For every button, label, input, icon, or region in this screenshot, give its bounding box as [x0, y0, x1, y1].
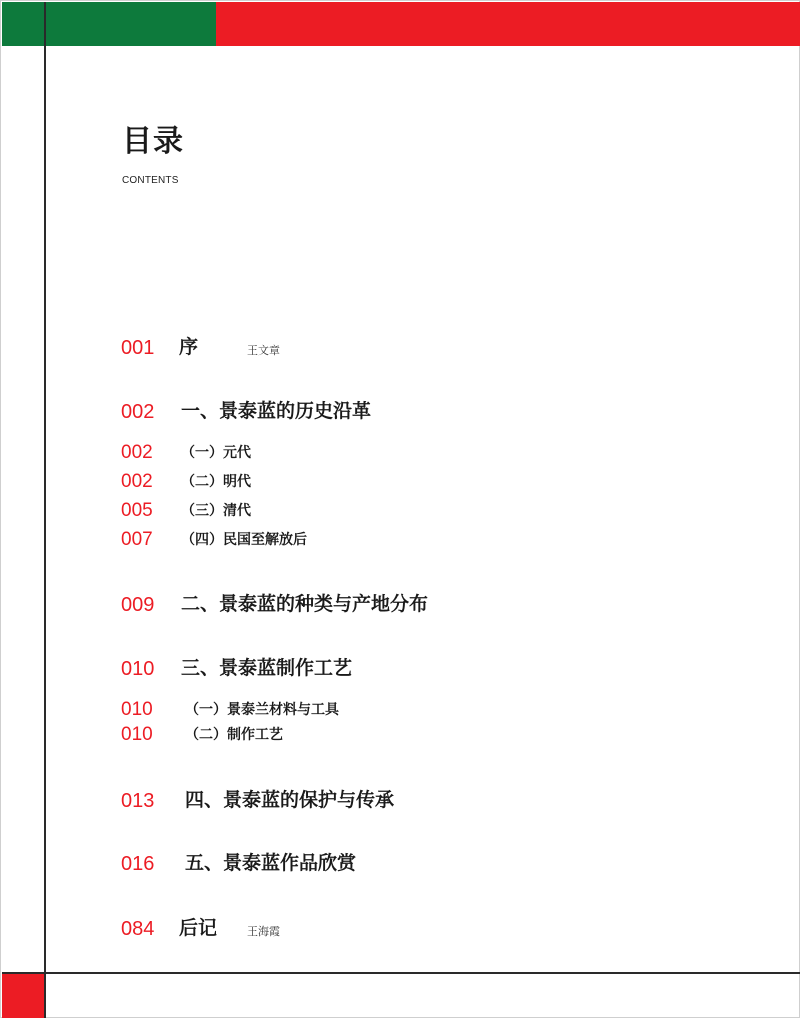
toc-page-number: 002: [121, 471, 153, 492]
toc-section-1-2[interactable]: [1, 471, 701, 499]
toc-page-number: 002: [121, 401, 155, 423]
toc-title: （三）清代: [181, 503, 251, 519]
toc-section-3-1[interactable]: [1, 699, 701, 727]
toc-chapter-5[interactable]: [1, 853, 701, 881]
page-subtitle: CONTENTS: [122, 175, 179, 186]
toc-section-1-3[interactable]: [1, 500, 701, 528]
toc-author: 王文章: [247, 344, 280, 357]
toc-title: 后记: [179, 917, 218, 939]
toc-section-3-2[interactable]: [1, 724, 701, 752]
toc-title: 三、景泰蓝制作工艺: [181, 657, 353, 679]
toc-page-number: 010: [121, 699, 153, 720]
toc-page-number: 016: [121, 853, 155, 875]
header-band-green: [2, 2, 216, 46]
toc-page-number: 007: [121, 529, 153, 550]
toc-entry-afterword[interactable]: [1, 918, 701, 946]
toc-title: 序: [179, 336, 199, 358]
toc-title: 一、景泰蓝的历史沿革: [181, 400, 372, 422]
footer-rule-horizontal: [2, 972, 800, 974]
toc-chapter-3[interactable]: [1, 658, 701, 686]
toc-chapter-2[interactable]: [1, 594, 701, 622]
toc-page-number: 002: [121, 442, 153, 463]
page-title: 目录: [122, 124, 184, 159]
toc-title: 五、景泰蓝作品欣赏: [185, 852, 357, 874]
toc-chapter-4[interactable]: [1, 790, 701, 818]
toc-page-number: 010: [121, 724, 153, 745]
toc-page-number: 001: [121, 337, 155, 359]
footer-corner-block: [2, 974, 44, 1018]
toc-page-number: 084: [121, 918, 155, 940]
header-band-red: [216, 2, 800, 46]
toc-title: （一）元代: [181, 445, 251, 461]
toc-section-1-4[interactable]: [1, 529, 701, 557]
toc-page-number: 005: [121, 500, 153, 521]
toc-page-number: 010: [121, 658, 155, 680]
toc-author: 王海霞: [247, 925, 280, 938]
toc-title: （一）景泰兰材料与工具: [185, 702, 339, 718]
toc-section-1-1[interactable]: [1, 442, 701, 470]
toc-title: （二）明代: [181, 474, 251, 490]
toc-title: 四、景泰蓝的保护与传承: [185, 789, 395, 811]
toc-entry-preface[interactable]: [1, 337, 701, 365]
toc-title: （四）民国至解放后: [181, 532, 307, 548]
toc-title: （二）制作工艺: [185, 727, 283, 743]
toc-title: 二、景泰蓝的种类与产地分布: [181, 593, 429, 615]
toc-page-number: 013: [121, 790, 155, 812]
toc-chapter-1[interactable]: [1, 401, 701, 429]
toc-page-number: 009: [121, 594, 155, 616]
